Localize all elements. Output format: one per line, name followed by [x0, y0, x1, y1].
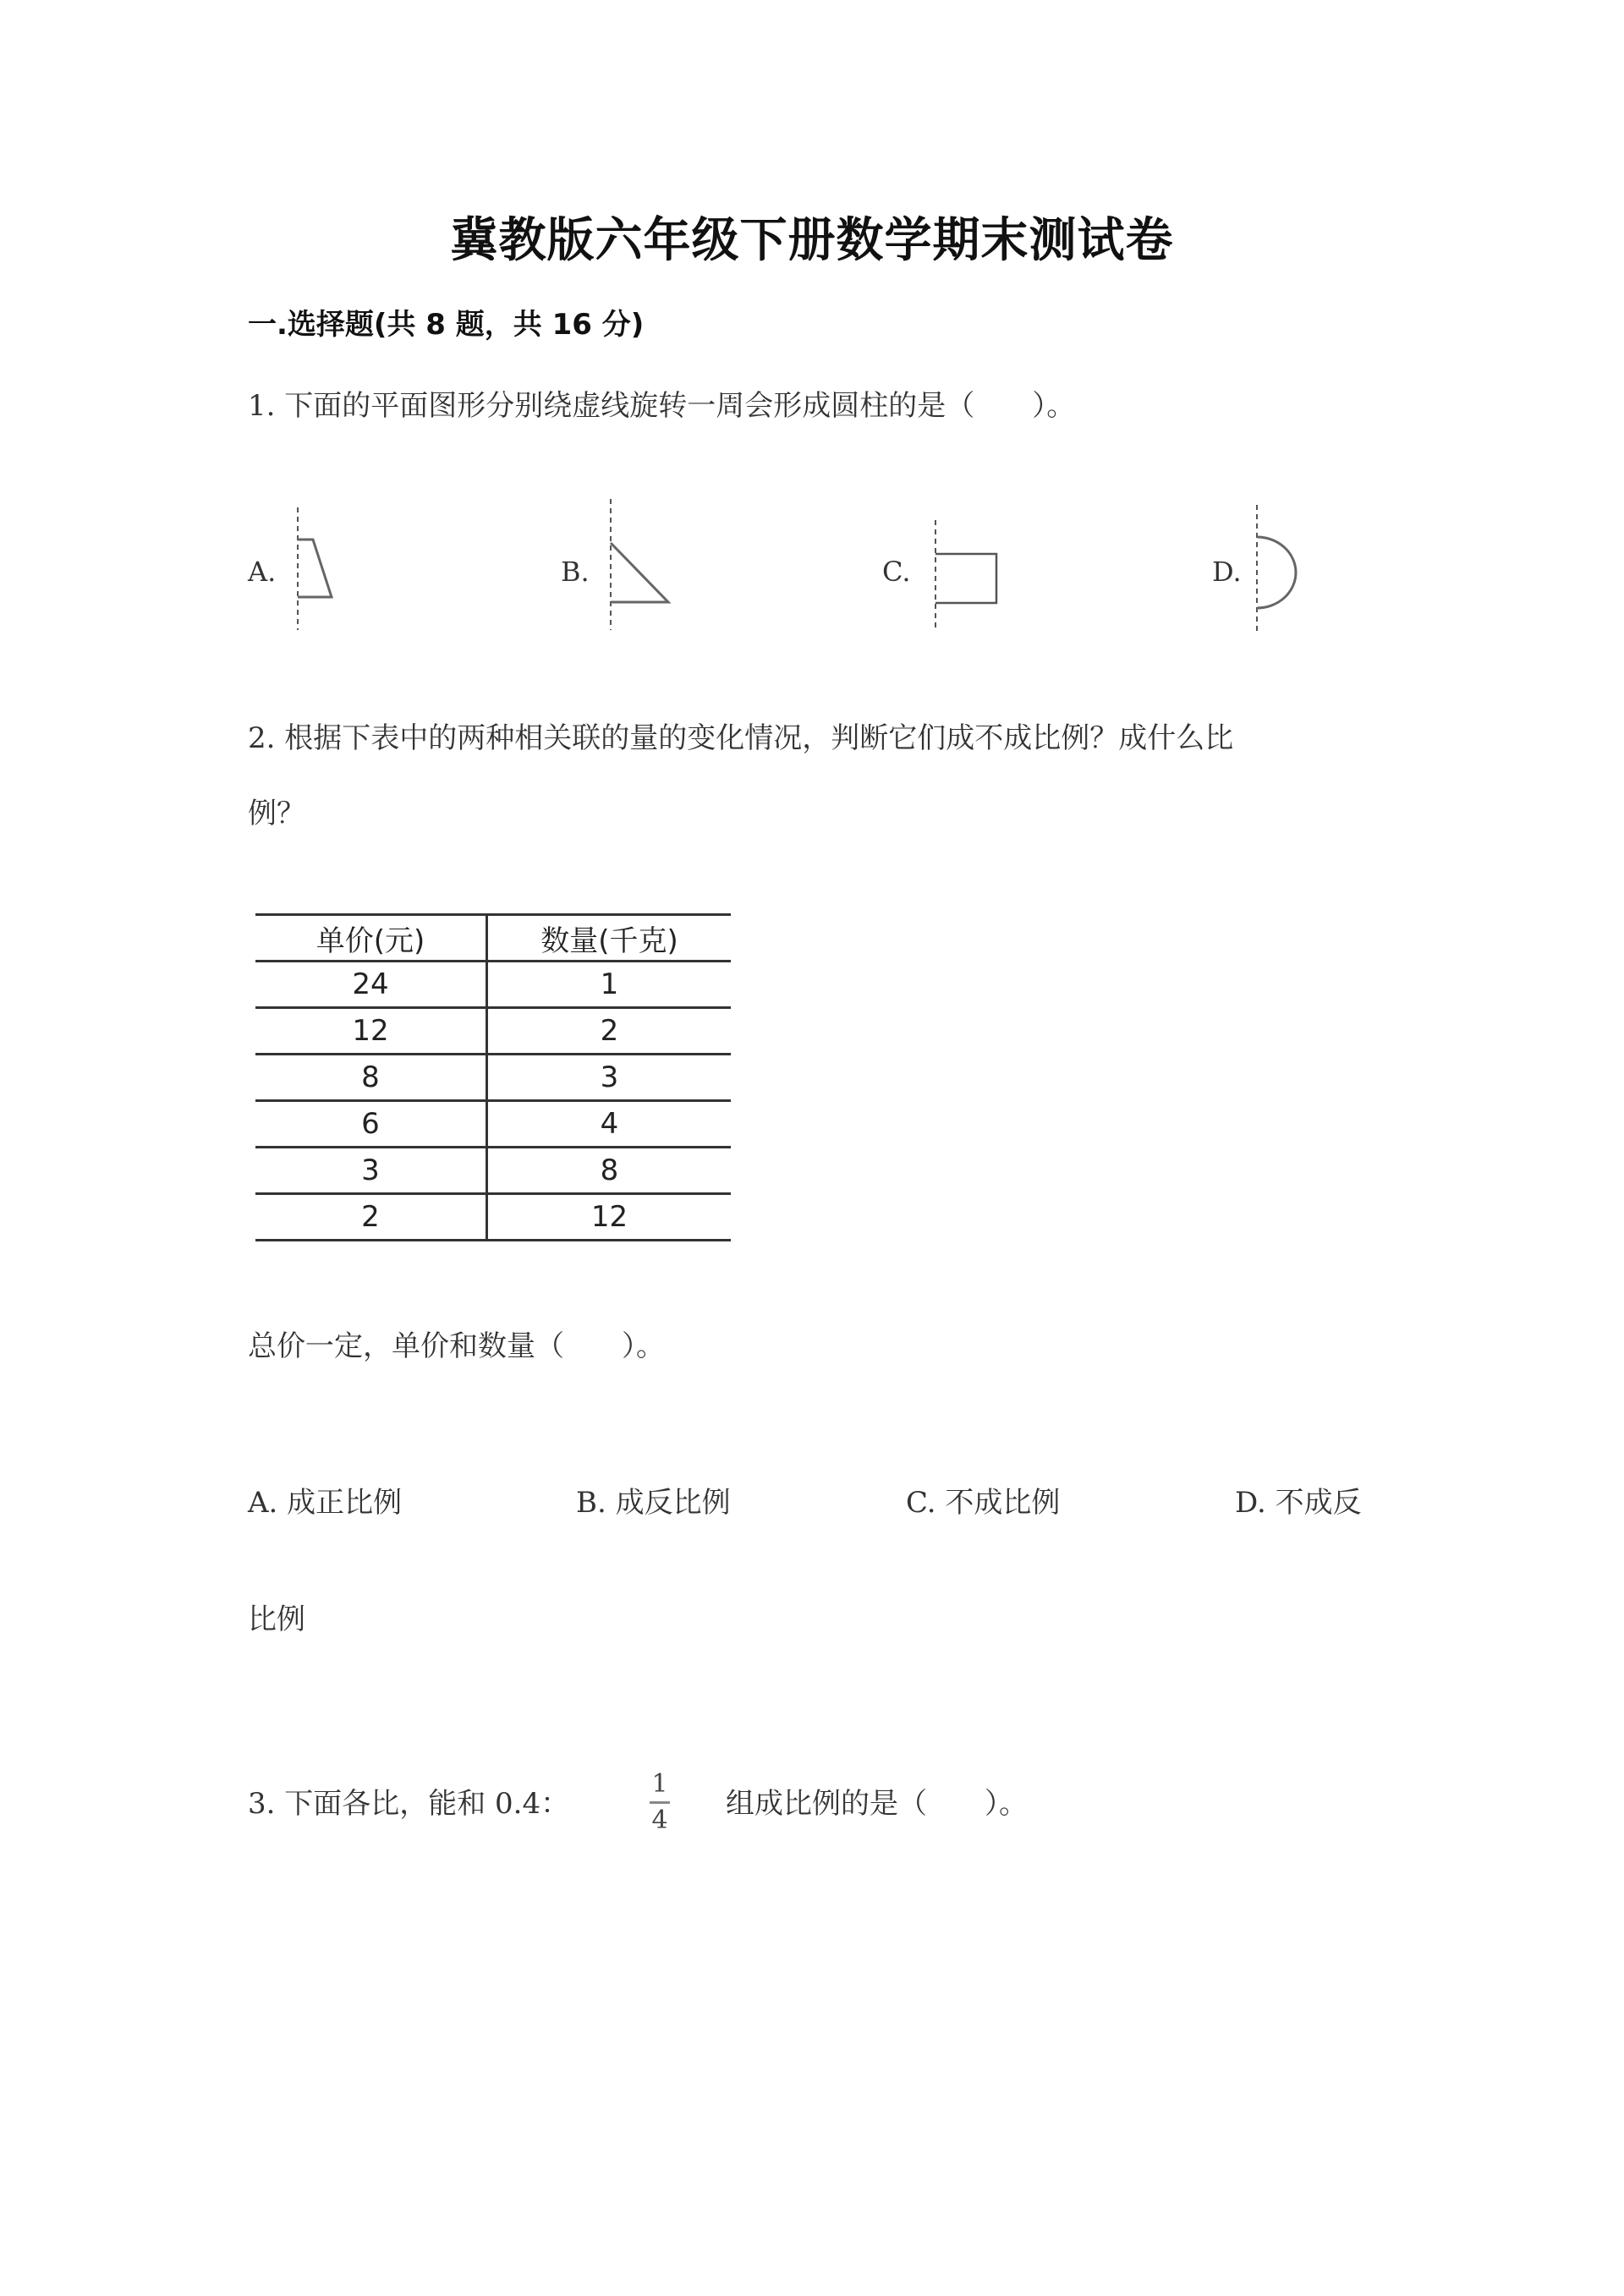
- table-row: [255, 1008, 731, 1055]
- table-cell: 12: [487, 1194, 732, 1241]
- question-2-option-c: C. 不成比例: [906, 1486, 1061, 1520]
- triangle-figure-icon: [601, 499, 677, 630]
- table-cell: 8: [487, 1148, 732, 1194]
- table-row: [255, 1148, 731, 1194]
- trapezoid-figure-icon: [288, 507, 355, 630]
- question-2-option-b: B. 成反比例: [576, 1486, 731, 1520]
- question-2-prompt: 总价一定，单价和数量（ ）。: [248, 1329, 665, 1363]
- question-2-text-line1: 2. 根据下表中的两种相关联的量的变化情况，判断它们成不成比例？成什么比: [248, 721, 1234, 755]
- question-3-text-before: 3. 下面各比，能和 0.4：: [248, 1787, 570, 1821]
- fraction-denominator: 4: [651, 1806, 668, 1835]
- section-heading: 一.选择题(共 8 题，共 16 分): [248, 308, 645, 342]
- price-quantity-table: [255, 913, 731, 1241]
- page-title: 冀教版六年级下册数学期末测试卷: [450, 213, 1174, 268]
- table-cell: 2: [255, 1194, 487, 1241]
- option-c-label: C.: [882, 556, 911, 588]
- table-row: [255, 1055, 731, 1101]
- semicircle-figure-icon: [1247, 505, 1314, 632]
- table-cell: 4: [487, 1101, 732, 1148]
- question-2-text-line2: 例？: [248, 797, 305, 830]
- option-a-label: A.: [248, 556, 277, 588]
- question-2-option-d-wrap: 比例: [248, 1603, 305, 1636]
- table-row: [255, 1101, 731, 1148]
- fraction-one-quarter: [647, 1769, 672, 1836]
- column-header-quantity: 数量(千克): [487, 915, 732, 962]
- table-cell: 24: [255, 962, 487, 1008]
- rectangle-figure-icon: [925, 520, 1001, 630]
- question-2-option-a: A. 成正比例: [248, 1486, 403, 1520]
- table-header-row: [255, 915, 731, 962]
- table-cell: 2: [487, 1008, 732, 1055]
- table-cell: 3: [487, 1055, 732, 1101]
- question-1-text: 1. 下面的平面图形分别绕虚线旋转一周会形成圆柱的是（ ）。: [248, 389, 1076, 423]
- fraction-bar: [650, 1801, 670, 1804]
- table-cell: 6: [255, 1101, 487, 1148]
- table-cell: 3: [255, 1148, 487, 1194]
- fraction-numerator: 1: [651, 1769, 668, 1799]
- table-row: [255, 1194, 731, 1241]
- question-2-option-d: D. 不成反: [1235, 1486, 1362, 1520]
- table-cell: 8: [255, 1055, 487, 1101]
- column-header-unit-price: 单价(元): [255, 915, 487, 962]
- option-b-label: B.: [561, 556, 590, 588]
- option-d-label: D.: [1212, 556, 1242, 588]
- table-cell: 1: [487, 962, 732, 1008]
- table-row: [255, 962, 731, 1008]
- question-3-text-after: 组成比例的是（ ）。: [726, 1787, 1028, 1821]
- table-cell: 12: [255, 1008, 487, 1055]
